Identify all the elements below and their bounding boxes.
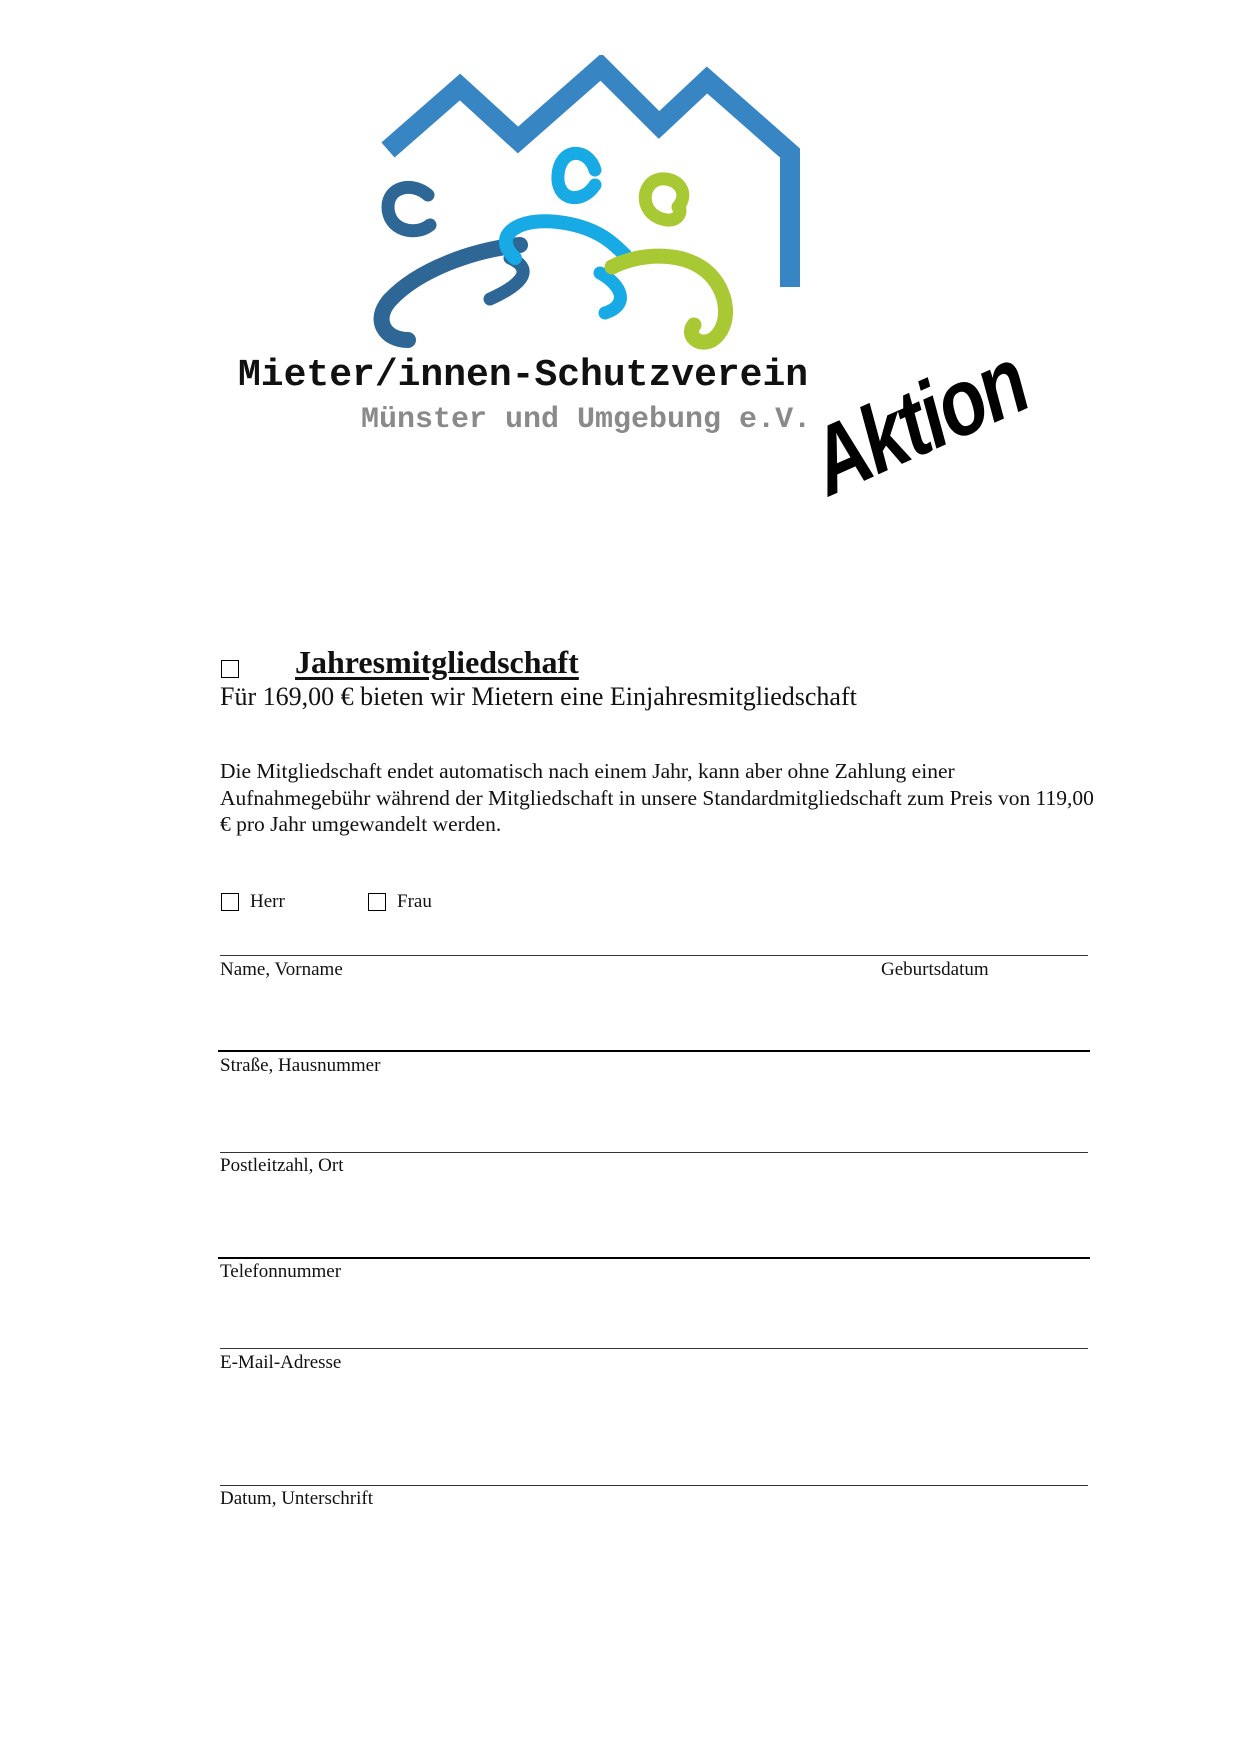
street-field[interactable]: [218, 1050, 1090, 1052]
frau-checkbox[interactable]: [368, 893, 386, 911]
offer-title: Jahresmitgliedschaft: [295, 644, 579, 680]
name-field[interactable]: [220, 955, 1088, 956]
phone-field[interactable]: [218, 1257, 1090, 1259]
logo-roof-icon: [388, 67, 790, 287]
name-label: Name, Vorname: [220, 959, 343, 980]
signature-label: Datum, Unterschrift: [220, 1488, 374, 1509]
signature-field[interactable]: [220, 1485, 1088, 1486]
organization-name: Mieter/innen-Schutzverein: [238, 354, 809, 397]
frau-label: Frau: [397, 891, 432, 912]
email-label: E-Mail-Adresse: [220, 1352, 342, 1373]
phone-label: Telefonnummer: [220, 1261, 342, 1282]
organization-logo: [360, 55, 810, 355]
offer-subtitle: Für 169,00 € bieten wir Mietern eine Einjahresmitgliedschaft: [220, 682, 857, 711]
herr-checkbox[interactable]: [221, 893, 239, 911]
city-field[interactable]: [220, 1152, 1088, 1153]
street-label: Straße, Hausnummer: [220, 1055, 381, 1076]
logo-figure-green-icon: [645, 179, 683, 220]
email-field[interactable]: [220, 1348, 1088, 1349]
herr-label: Herr: [250, 891, 285, 912]
promo-label: Aktion: [794, 327, 1043, 516]
membership-checkbox[interactable]: [221, 660, 239, 678]
logo-figure-light-icon: [558, 153, 595, 197]
birthdate-label: Geburtsdatum: [881, 959, 989, 980]
organization-subtitle: Münster und Umgebung e.V.: [361, 403, 812, 437]
city-label: Postleitzahl, Ort: [220, 1155, 344, 1176]
logo-figure-dark-icon: [388, 187, 430, 230]
offer-description: Die Mitgliedschaft endet automatisch nach einem Jahr, kann aber ohne Zahlung einer Aufnahmegebühr während der Mitgliedschaft in unsere Standardmitgliedschaft zum Preis von 119,00 € pro Jahr umgewandelt werden.: [220, 759, 1094, 836]
